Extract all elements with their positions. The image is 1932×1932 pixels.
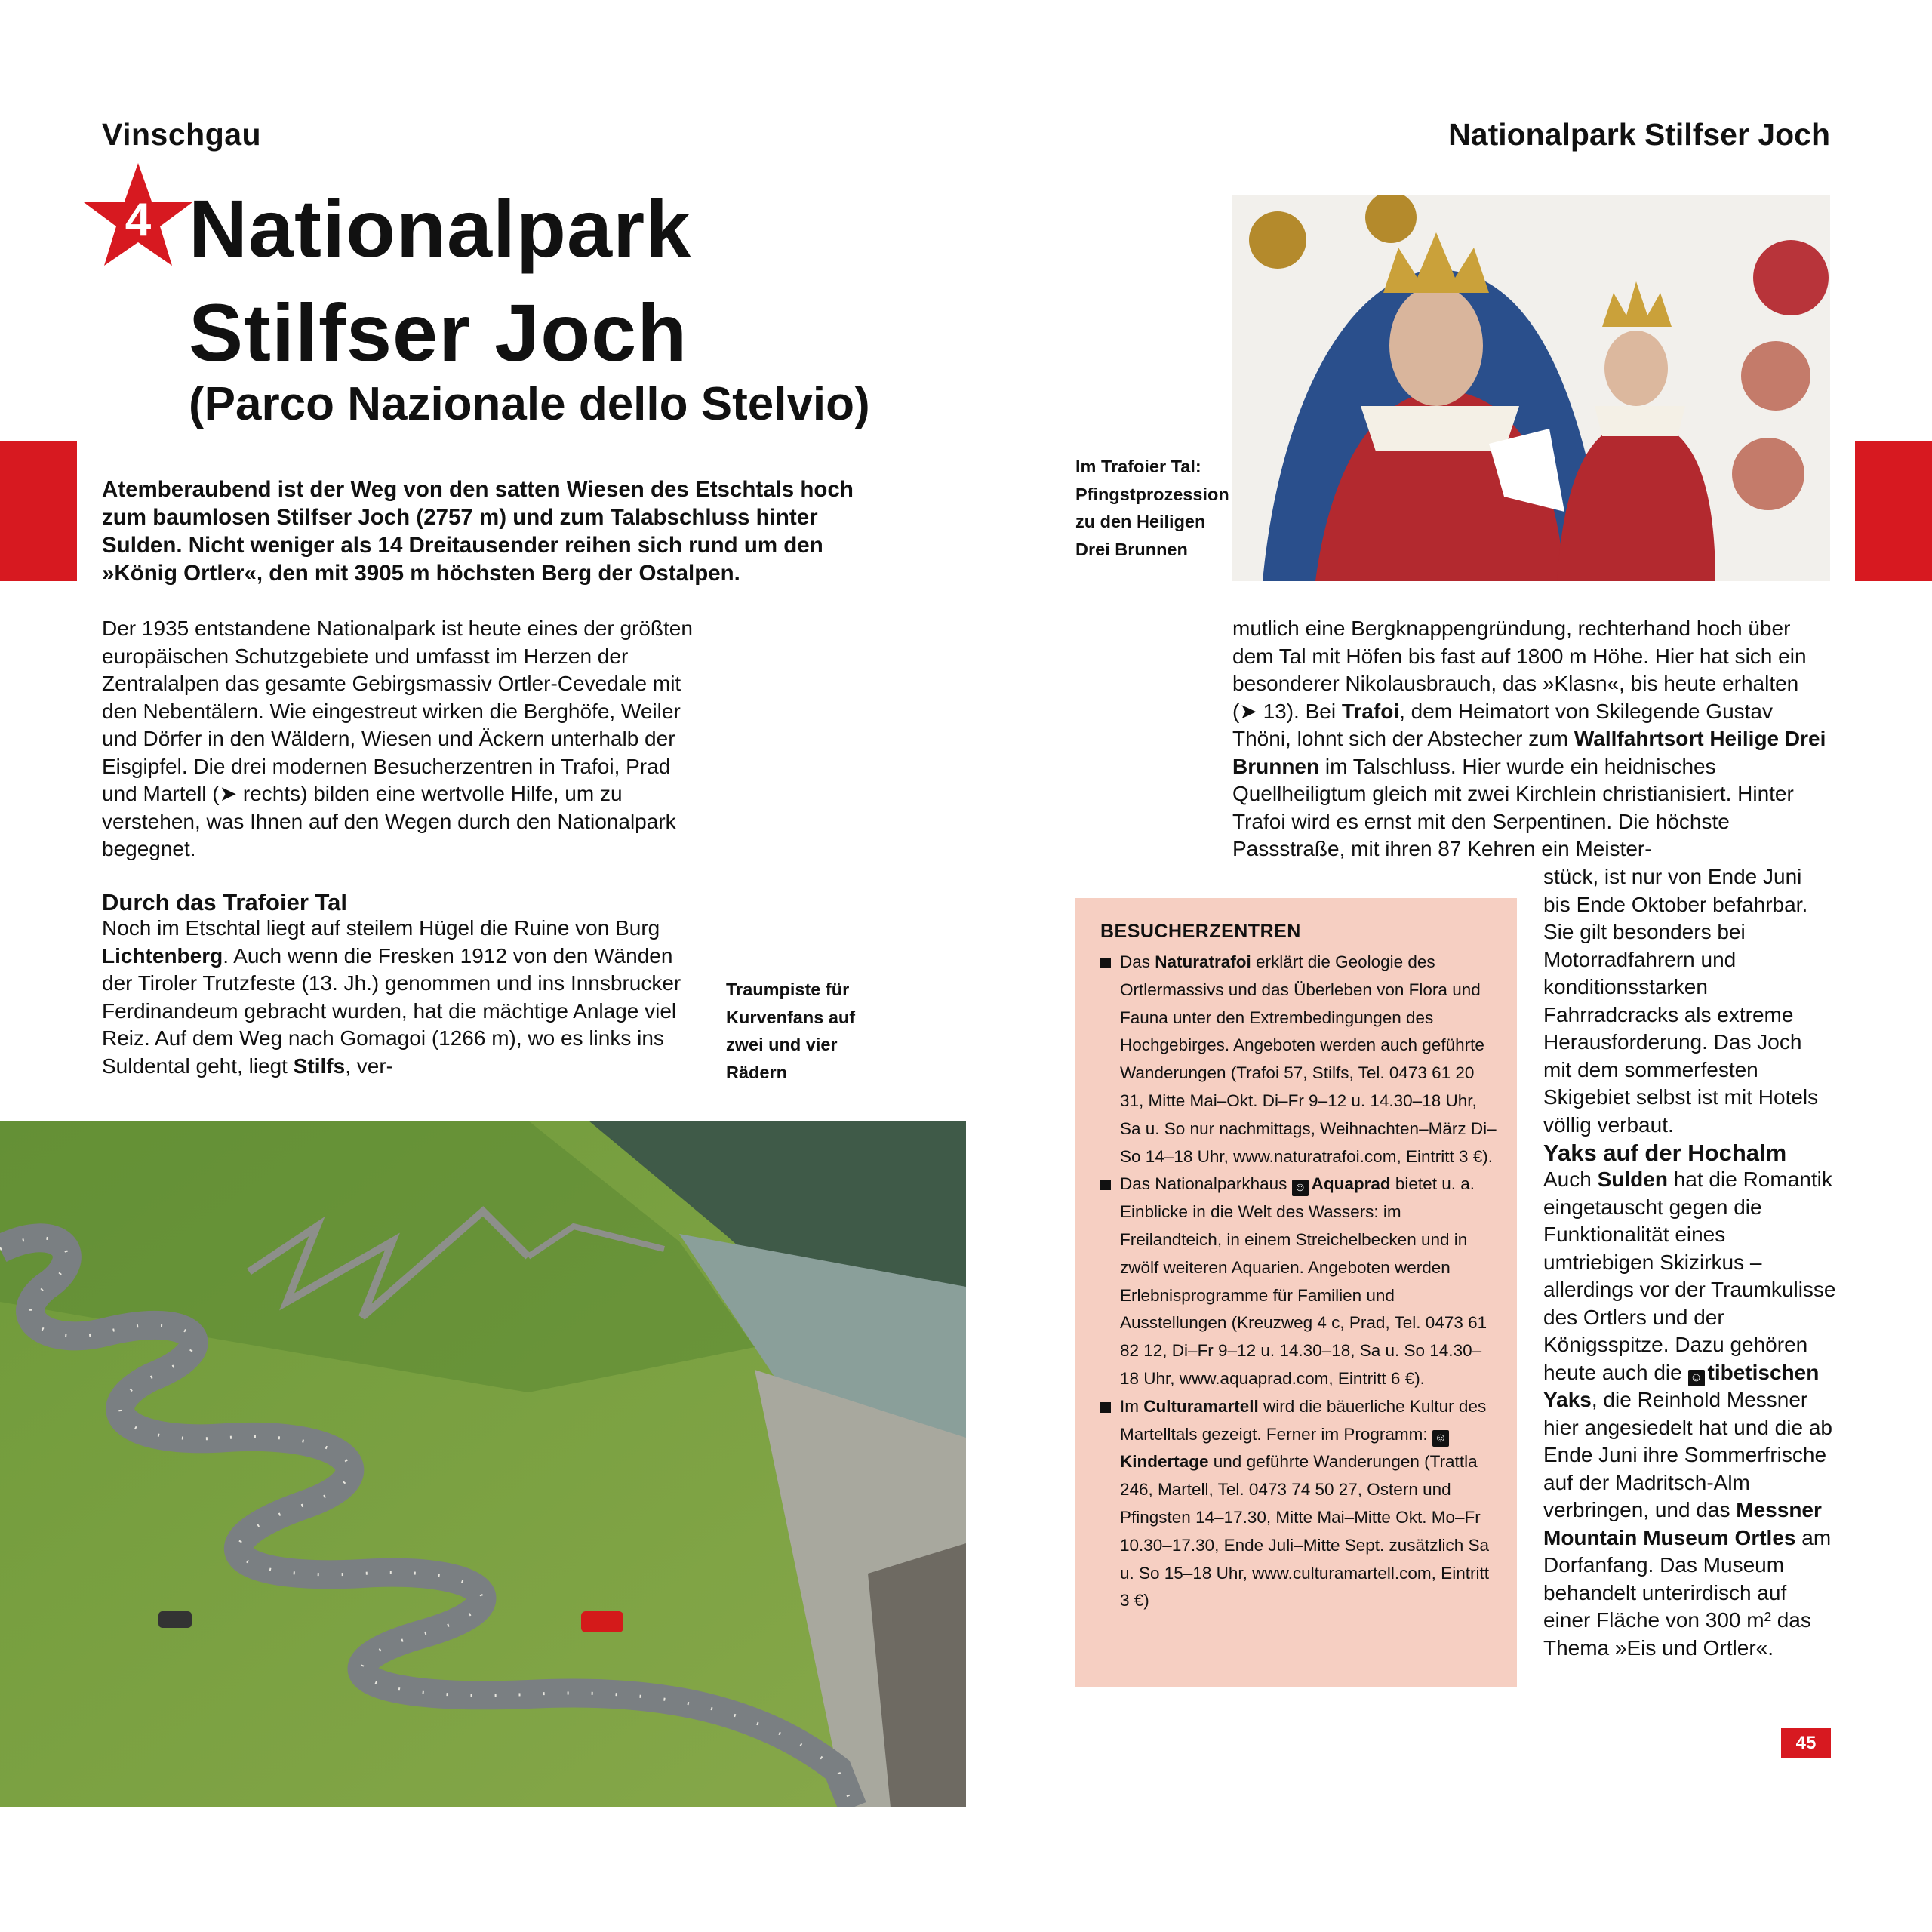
badge-number: 4 <box>125 194 152 246</box>
margin-tab-left <box>0 441 77 581</box>
star-badge-icon <box>82 160 195 273</box>
margin-tab-right <box>1855 441 1932 581</box>
list-item: Im Culturamartell wird die bäuerliche Kultur des Martelltals gezeigt. Ferner im Programm: ☺Kindertage und geführte Wanderungen (Trattla 246, Martell, Tel. 0473 74 50 27, Ostern und Pfingsten 14–17.30, Mitte Mai–Mitte Okt. Mo–Fr 10.30–17.30, Ende Juli–Mitte Sept. zusätzlich Sa u. So 15–18 Uhr, www.culturamartell.com, Eintritt 3 €) <box>1100 1393 1500 1615</box>
list-item: Das Nationalparkhaus ☺ Aquaprad bietet u. a. Einblicke in die Welt des Wassers: im Freilandteich, in einem Streichelbecken und in zwölf weiteren Aquarien. Angeboten werden Erlebnisprogramme für Familien und Ausstellungen (Kreuzweg 4 c, Prad, Tel. 0473 61 82 12, Di–Fr 9–12 u. 14.30–18, Sa u. So 14.30–18 Uhr, www.aquaprad.com, Eintritt 6 €). <box>1100 1171 1500 1392</box>
madonna-statue-photo <box>1232 195 1830 581</box>
right-body-paragraph-continued: stück, ist nur von Ende Juni bis Ende Oktober befahrbar. Sie gilt besonders bei Motorradfahrern und konditionsstarken Fahrradcracks als extreme Herausforderung. Das Joch mit dem sommerfesten Skigebiet selbst ist mit Hotels völlig verbaut. <box>1543 865 1819 1137</box>
caption-road-photo: Traumpiste für Kurvenfans auf zwei und vier Rädern <box>726 980 856 1082</box>
info-box-list <box>1100 949 1500 1615</box>
red-car <box>581 1611 623 1632</box>
page-number: 45 <box>1781 1728 1831 1758</box>
family-icon: ☺ <box>1688 1370 1705 1386</box>
family-icon: ☺ <box>1292 1180 1309 1196</box>
info-box-title: BESUCHERZENTREN <box>1100 921 1301 942</box>
page-title-line1: Nationalpark <box>189 183 692 274</box>
section-heading-trafoier: Durch das Trafoier Tal <box>102 889 348 915</box>
dark-car <box>158 1611 192 1628</box>
bullet-square-icon <box>1100 1180 1111 1190</box>
yaks-paragraph: Auch Sulden hat die Romantik eingetauscht gegen die Funktionalität eines umtriebigen Skizirkus – allerdings vor der Traumkulisse des Ortlers und der Königsspitze. Dazu gehören heute auch die ☺ tibetischen Yaks, die Reinhold Messner hier angesiedelt hat und die ab Ende Juni ihre Sommerfrische auf der Madritsch-Alm verbringen, und das Messner Mountain Museum Ortles am Dorfanfang. Das Museum behandelt unterirdisch auf einer Fläche von 300 m² das Thema »Eis und Ortler«. <box>1543 1168 1836 1660</box>
body-paragraph-2: Noch im Etschtal liegt auf steilem Hügel die Ruine von Burg Lichtenberg. Auch wenn die Fresken 1912 von den Wänden der Tiroler Trutzfeste (13. Jh.) genommen und ins Innsbrucker Ferdinandeum gebracht wurden, hat die mächtige Anlage viel Reiz. Auf dem Weg nach Gomagoi (1266 m), wo es links ins Suldental geht, liegt Stilfs, ver- <box>102 916 681 1078</box>
caption-madonna-photo: Im Trafoier Tal: Pfingstprozession zu den Heiligen Drei Brunnen <box>1075 457 1229 559</box>
serpentine-road-photo <box>0 1121 966 1807</box>
running-header-right: Nationalpark Stilfser Joch <box>1448 117 1830 152</box>
bullet-square-icon <box>1100 958 1111 968</box>
lead-paragraph: Atemberaubend ist der Weg von den satten Wiesen des Etschtals hoch zum baumlosen Stilfser Joch (2757 m) und zum Talabschluss hinter Sulden. Nicht weniger als 14 Dreitausender reihen sich rund um den »König Ortler«, den mit 3905 m höchsten Berg der Ostalpen. <box>102 477 854 586</box>
family-icon: ☺ <box>1432 1430 1449 1447</box>
bullet-square-icon <box>1100 1402 1111 1413</box>
right-body-paragraph: mutlich eine Bergknappengründung, rechterhand hoch über dem Tal mit Höfen bis fast auf 1800 m Höhe. Hier hat sich ein besonderer Nikolausbrauch, das »Klasn«, bis heute erhalten (➤ 13). Bei Trafoi, dem Heimatort von Skilegende Gustav Thöni, lohnt sich der Abstecher zum Wallfahrtsort Heilige Drei Brunnen im Talschluss. Hier wurde ein heidnisches Quellheiligtum gleich mit zwei Kirchlein christianisiert. Hinter Trafoi wird es ernst mit den Serpentinen. Die höchste Passstraße, mit ihren 87 Kehren ein Meister- <box>1232 617 1826 860</box>
list-item: Das Naturatrafoi erklärt die Geologie des Ortlermassivs und das Überleben von Flora und Fauna unter den Extrembedingungen des Hochgebirges. Angeboten werden auch geführte Wanderungen (Trafoi 57, Stilfs, Tel. 0473 61 20 31, Mitte Mai–Okt. Di–Fr 9–12 u. 14.30–18 Uhr, Sa u. So nur nachmittags, Weihnachten–März Di–So 14–18 Uhr, www.naturatrafoi.com, Eintritt 3 €). <box>1100 949 1500 1171</box>
body-paragraph-1: Der 1935 entstandene Nationalpark ist heute eines der größten europäischen Schutzgebiete und umfasst im Herzen der Zentralalpen das gesamte Gebirgsmassiv Ortler-Cevedale mit den Nebentälern. Wie eingestreut wirken die Berghöfe, Weiler und Dörfer in den Wäldern, Wiesen und Äckern unterhalb der Eisgipfel. Die drei modernen Besucherzentren in Trafoi, Prad und Martell (➤ rechts) bilden eine wertvolle Hilfe, um zu verstehen, was Ihnen auf den Wegen durch den Nationalpark begegnet. <box>102 617 693 860</box>
page-subtitle: (Parco Nazionale dello Stelvio) <box>189 378 870 430</box>
section-heading-yaks: Yaks auf der Hochalm <box>1543 1140 1787 1166</box>
running-header-left: Vinschgau <box>102 117 262 152</box>
page-title-line2: Stilfser Joch <box>189 287 688 378</box>
